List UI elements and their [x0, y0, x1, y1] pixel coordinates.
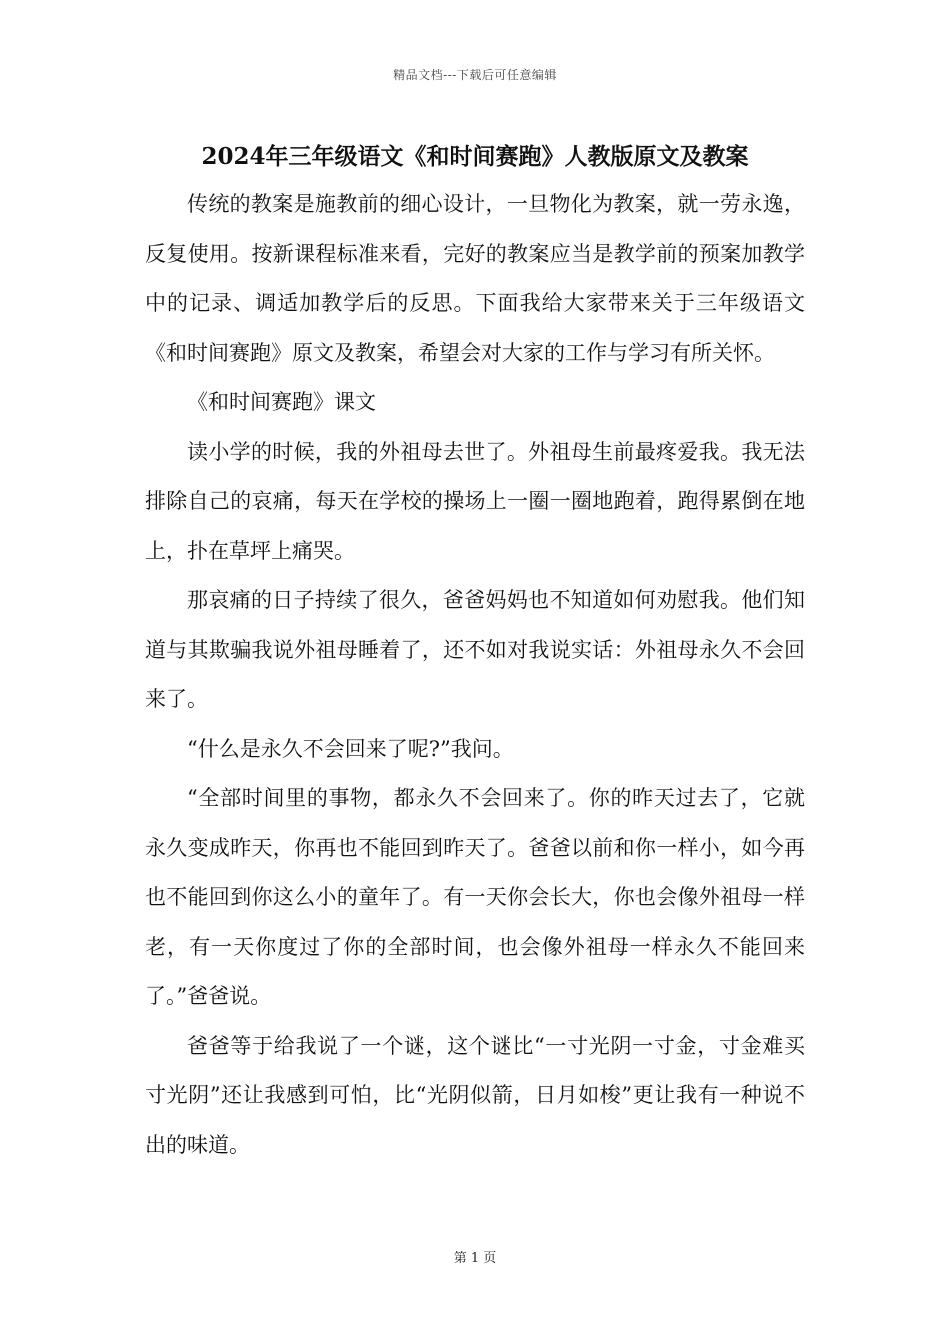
paragraph-intro: 传统的教案是施教前的细心设计，一旦物化为教案，就一劳永逸，反复使用。按新课程标准来看，完好的教案应当是教学前的预案加教学中的记录、调适加教学后的反思。下面我给大家带来关于三年级语文《和时间赛跑》原文及教案，希望会对大家的工作与学习有所关怀。	[145, 192, 805, 365]
paragraph-text: “全部时间里的事物，都永久不会回来了。你的昨天过去了，它就永久变成昨天，你再也不能回到昨天了。爸爸以前和你一样小，如今再也不能回到你这么小的童年了。有一天你会长大，你也会像外祖母一样老，有一天你度过了你的全部时间，也会像外祖母一样永久不能回来了。”爸爸说。	[145, 786, 805, 1008]
page-number: 第 1 页	[453, 1251, 497, 1266]
paragraph-text: 读小学的时候，我的外祖母去世了。外祖母生前最疼爱我。我无法排除自己的哀痛，每天在学校的操场上一圈一圈地跑着，跑得累倒在地上，扑在草坪上痛哭。	[145, 439, 805, 563]
document-title: 2024年三年级语文《和时间赛跑》人教版原文及教案	[201, 143, 749, 170]
paragraph-text: 那哀痛的日子持续了很久，爸爸妈妈也不知道如何劝慰我。他们知道与其欺骗我说外祖母睡着了，还不如对我说实话：外祖母永久不会回来了。	[145, 588, 805, 711]
paragraph-text: 爸爸等于给我说了一个谜，这个谜比“一寸光阴一寸金，寸金难买寸光阴”还让我感到可怕，比“光阴似箭，日月如梭”更让我有一种说不出的味道。	[145, 1033, 805, 1157]
page-header: 精品文档---下载后可任意编辑	[393, 68, 557, 82]
document-body	[145, 180, 805, 1170]
paragraph-text: “什么是永久不会回来了呢?”我问。	[187, 736, 514, 761]
paragraph-section-heading: 《和时间赛跑》课文	[187, 390, 376, 414]
